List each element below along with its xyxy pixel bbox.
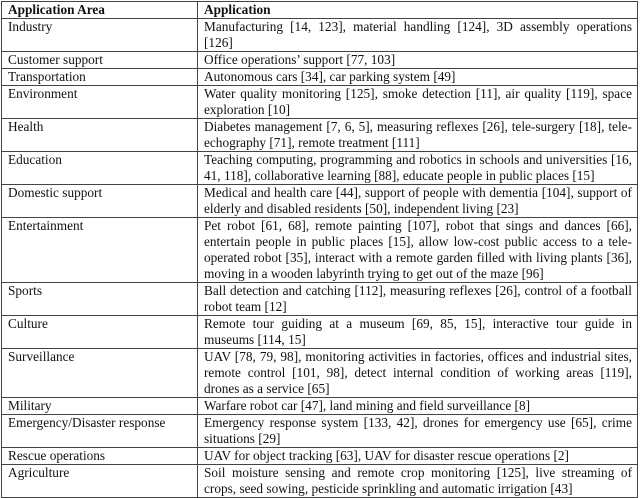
table-row — [2, 465, 638, 498]
area-cell: Surveillance — [2, 349, 198, 398]
application-cell: Warfare robot car [47], land mining and field surveillance [8] — [198, 398, 638, 415]
area-cell: Customer support — [2, 52, 198, 69]
application-cell: Office operations’ support [77, 103] — [198, 52, 638, 69]
table-row — [2, 448, 638, 465]
area-cell: Domestic support — [2, 185, 198, 218]
area-cell: Sports — [2, 283, 198, 316]
application-cell: Teaching computing, programming and robotics in schools and universities [16, 41, 118], collaborative learning [88], educate people in public places [15] — [198, 152, 638, 185]
table-row — [2, 349, 638, 398]
table-row — [2, 218, 638, 283]
applications-table — [1, 1, 638, 498]
area-cell: Health — [2, 119, 198, 152]
area-cell: Education — [2, 152, 198, 185]
table-row — [2, 316, 638, 349]
table-row — [2, 52, 638, 69]
table-row — [2, 119, 638, 152]
application-cell: Soil moisture sensing and remote crop monitoring [125], live streaming of crops, seed sowing, pesticide sprinkling and automatic irrigation [43] — [198, 465, 638, 498]
application-cell: Emergency response system [133, 42], drones for emergency use [65], crime situations [29] — [198, 415, 638, 448]
application-cell: Medical and health care [44], support of people with dementia [104], support of elderly and disabled residents [50], independent living [23] — [198, 185, 638, 218]
application-cell: UAV for object tracking [63], UAV for disaster rescue operations [2] — [198, 448, 638, 465]
application-cell: Ball detection and catching [112], measuring reflexes [26], control of a football robot team [12] — [198, 283, 638, 316]
area-cell: Rescue operations — [2, 448, 198, 465]
table-row — [2, 398, 638, 415]
application-cell: Remote tour guiding at a museum [69, 85, 15], interactive tour guide in museums [114, 15] — [198, 316, 638, 349]
table-row — [2, 283, 638, 316]
table-row — [2, 415, 638, 448]
area-cell: Entertainment — [2, 218, 198, 283]
area-cell: Environment — [2, 86, 198, 119]
application-cell: Pet robot [61, 68], remote painting [107], robot that sings and dances [66], entertain people in public places [15], allow low-cost public access to a tele-operated robot [35], interact with a remote garden filled with living plants [36], moving in a wooden labyrinth trying to get out of the maze [96] — [198, 218, 638, 283]
area-cell: Transportation — [2, 69, 198, 86]
table-row — [2, 69, 638, 86]
area-cell: Industry — [2, 19, 198, 52]
area-cell: Military — [2, 398, 198, 415]
application-cell: UAV [78, 79, 98], monitoring activities in factories, offices and industrial sites, remote control [101, 98], detect internal condition of working areas [119], drones as a service [65] — [198, 349, 638, 398]
application-cell: Diabetes management [7, 6, 5], measuring reflexes [26], tele-surgery [18], tele-echography [71], remote treatment [111] — [198, 119, 638, 152]
header-application-area: Application Area — [2, 2, 198, 19]
area-cell: Agriculture — [2, 465, 198, 498]
application-cell: Autonomous cars [34], car parking system [49] — [198, 69, 638, 86]
table-row — [2, 185, 638, 218]
table-row — [2, 152, 638, 185]
table-row — [2, 19, 638, 52]
table-row — [2, 86, 638, 119]
application-cell: Manufacturing [14, 123], material handling [124], 3D assembly operations [126] — [198, 19, 638, 52]
header-row — [2, 2, 638, 19]
area-cell: Emergency/Disaster response — [2, 415, 198, 448]
application-cell: Water quality monitoring [125], smoke detection [11], air quality [119], space exploration [10] — [198, 86, 638, 119]
area-cell: Culture — [2, 316, 198, 349]
header-application: Application — [198, 2, 638, 19]
